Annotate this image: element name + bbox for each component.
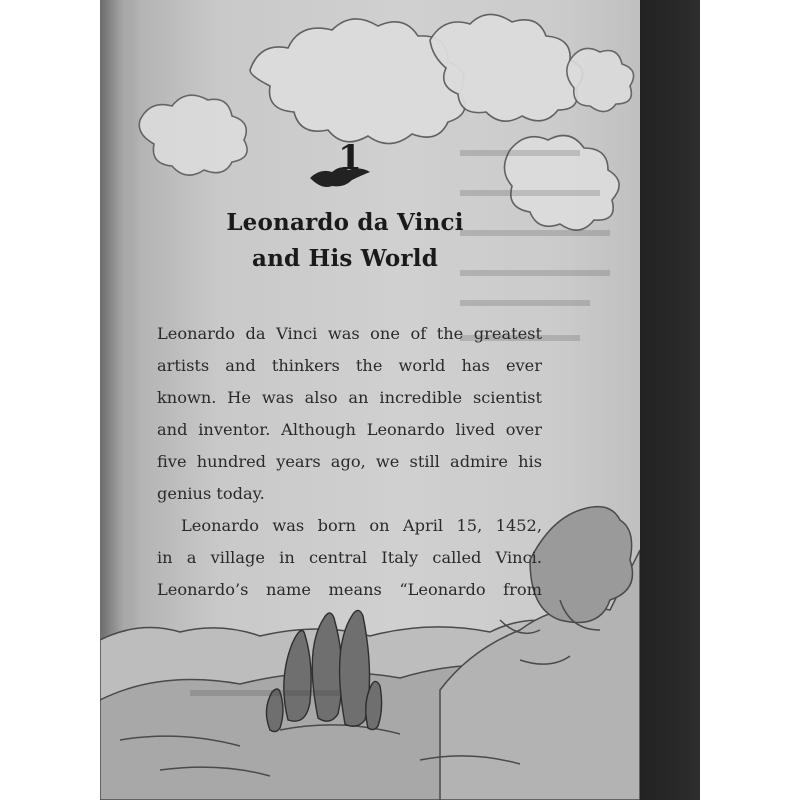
background-left (0, 0, 100, 800)
text-line: artists and thinkers the world has ever (157, 356, 542, 375)
cloud-illustration (139, 14, 633, 230)
text-line: known. He was also an incredible scientist (157, 388, 542, 407)
chapter-number: 1 (338, 138, 362, 178)
text-line: five hundred years ago, we still admire his (157, 452, 542, 471)
chapter-title-line: and His World (252, 245, 438, 272)
text-line: genius today. (157, 484, 265, 503)
text-line: Leonardo da Vinci was one of the greatest (157, 324, 542, 343)
text-line: Leonardo’s name means “Leonardo from (157, 580, 542, 599)
background-right (700, 0, 800, 800)
chapter-body-text (157, 318, 542, 606)
text-line: in a village in central Italy called Vinci. (157, 548, 542, 567)
text-line: Leonardo was born on April 15, 1452, (181, 516, 542, 535)
next-page-edge (640, 0, 700, 800)
text-line: and inventor. Although Leonardo lived over (157, 420, 542, 439)
chapter-title-line: Leonardo da Vinci (226, 209, 464, 236)
chapter-title (195, 205, 495, 277)
